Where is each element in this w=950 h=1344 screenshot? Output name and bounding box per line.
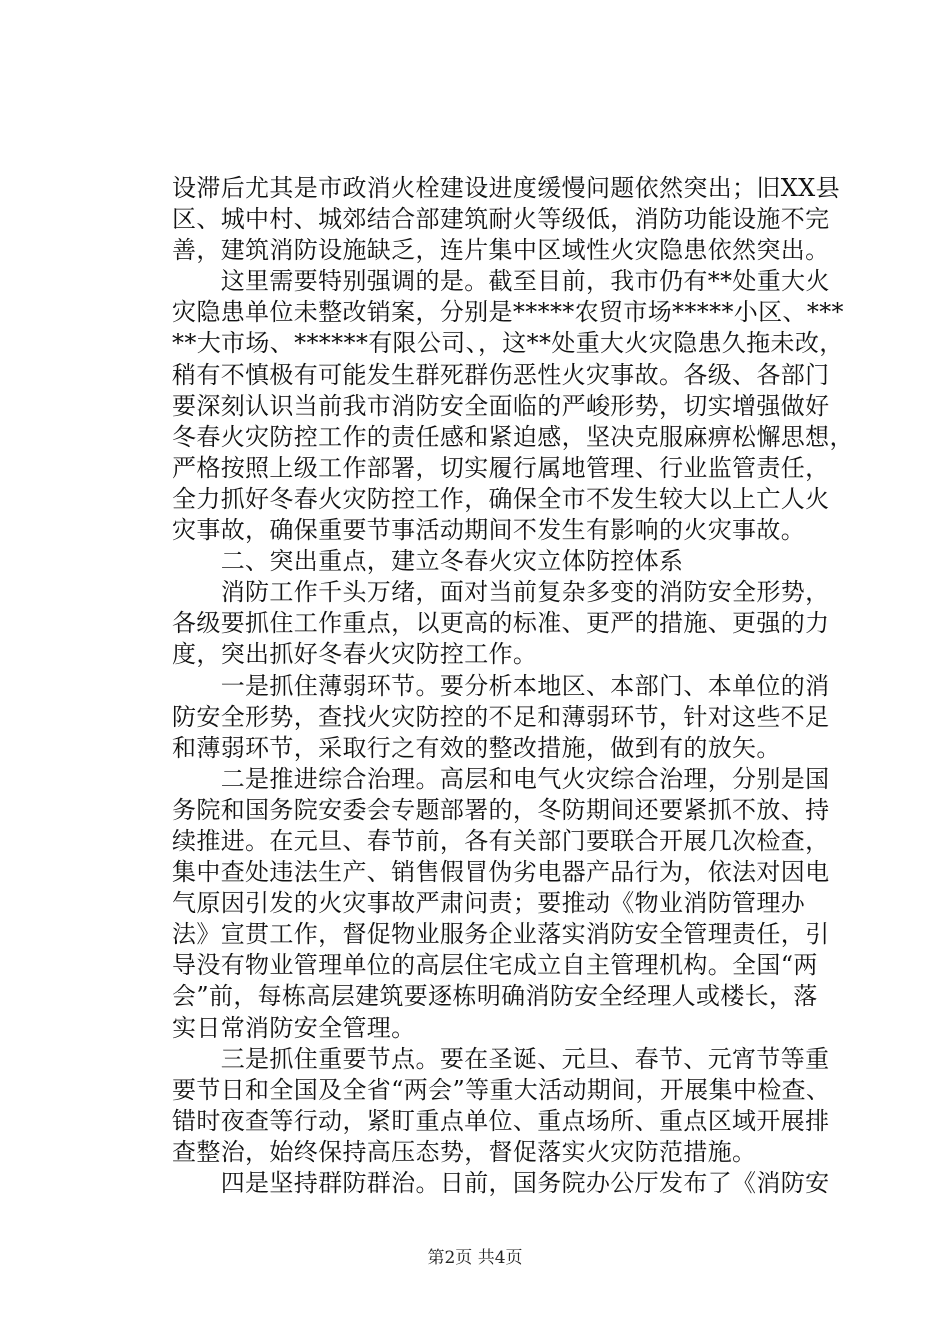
text-line: 气原因引发的火灾事故严肃问责；要推动《物业消防管理办	[172, 889, 806, 918]
text-line: 四是坚持群防群治。日前，国务院办公厅发布了《消防安	[172, 1169, 830, 1197]
text-line: 会”前，每栋高层建筑要逐栋明确消防安全经理人或楼长，落	[172, 982, 818, 1011]
text-line: 冬春火灾防控工作的责任感和紧迫感，坚决克服麻痹松懈思想，	[172, 422, 854, 451]
text-line: 错时夜查等行动，紧盯重点单位、重点场所、重点区域开展排	[172, 1106, 830, 1135]
text-line: 各级要抓住工作重点，以更高的标准、更严的措施、更强的力	[172, 609, 830, 638]
text-line: 度，突出抓好冬春火灾防控工作。	[172, 640, 538, 669]
text-line: 查整治，始终保持高压态势，督促落实火灾防范措施。	[172, 1137, 757, 1166]
document-body	[172, 173, 854, 1199]
text-line: 要节日和全国及全省“两会”等重大活动期间，开展集中检查、	[172, 1075, 831, 1104]
text-line: 和薄弱环节，采取行之有效的整改措施，做到有的放矢。	[172, 733, 781, 762]
text-line: 要深刻认识当前我市消防安全面临的严峻形势，切实增强做好	[172, 391, 830, 420]
text-line: 防安全形势，查找火灾防控的不足和薄弱环节，针对这些不足	[172, 702, 830, 731]
text-line: 灾隐患单位未整改销案，分别是*****农贸市场*****小区、***	[172, 298, 844, 327]
text-line: 实日常消防安全管理。	[172, 1013, 416, 1042]
text-line: 区、城中村、城郊结合部建筑耐火等级低，消防功能设施不完	[172, 205, 830, 234]
page-number-footer: 第2页 共4页	[427, 1248, 523, 1268]
text-line: 灾事故，确保重要节事活动期间不发生有影响的火灾事故。	[172, 516, 806, 545]
text-line: 这里需要特别强调的是。截至目前，我市仍有**处重大火	[172, 267, 830, 296]
text-line: 一是抓住薄弱环节。要分析本地区、本部门、本单位的消	[172, 671, 830, 700]
text-line: 法》宣贯工作，督促物业服务企业落实消防安全管理责任，引	[172, 920, 830, 949]
text-line: 消防工作千头万绪，面对当前复杂多变的消防安全形势，	[172, 578, 830, 607]
text-line: 全力抓好冬春火灾防控工作，确保全市不发生较大以上亡人火	[172, 484, 830, 513]
text-line: 稍有不慎极有可能发生群死群伤恶性火灾事故。各级、各部门	[172, 360, 830, 389]
text-line: 导没有物业管理单位的高层住宅成立自主管理机构。全国“两	[172, 951, 818, 980]
text-line: 续推进。在元旦、春节前，各有关部门要联合开展几次检查，	[172, 826, 830, 855]
text-line: **大市场、******有限公司、，这**处重大火灾隐患久拖未改，	[172, 329, 844, 358]
text-line: 三是抓住重要节点。要在圣诞、元旦、春节、元宵节等重	[172, 1044, 830, 1073]
text-line: 严格按照上级工作部署，切实履行属地管理、行业监管责任，	[172, 453, 830, 482]
text-line: 善，建筑消防设施缺乏，连片集中区域性火灾隐患依然突出。	[172, 236, 830, 265]
section-heading: 二、突出重点，建立冬春火灾立体防控体系	[172, 547, 684, 576]
text-line: 集中查处违法生产、销售假冒伪劣电器产品行为，依法对因电	[172, 858, 830, 887]
text-line: 二是推进综合治理。高层和电气火灾综合治理，分别是国	[172, 764, 830, 793]
text-line: 设滞后尤其是市政消火栓建设进度缓慢问题依然突出；旧XX县	[172, 174, 840, 202]
text-line: 务院和国务院安委会专题部署的，冬防期间还要紧抓不放、持	[172, 795, 830, 824]
